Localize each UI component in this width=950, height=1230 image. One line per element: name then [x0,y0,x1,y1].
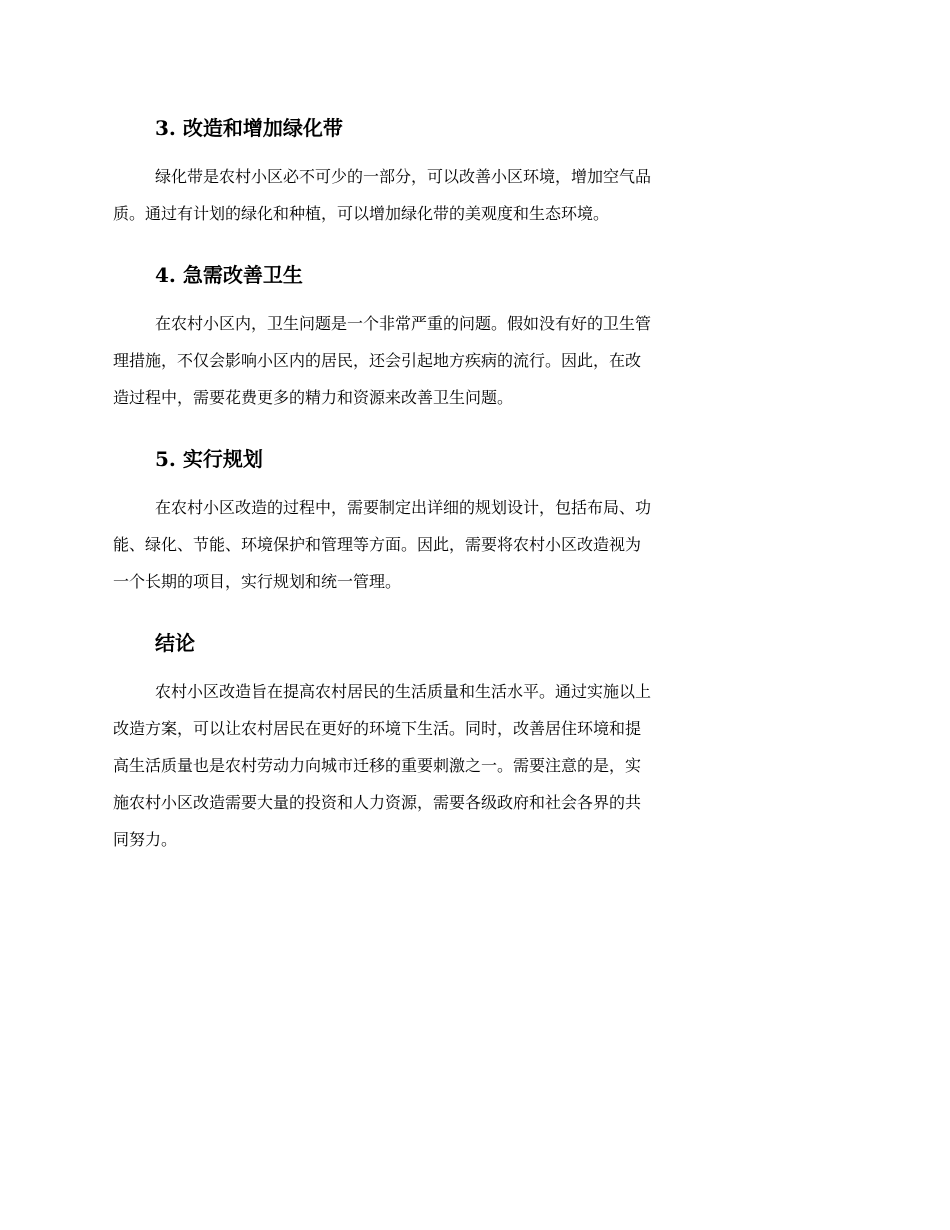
paragraph-line: 在农村小区内，卫生问题是一个非常严重的问题。假如没有好的卫生管 [155,314,652,333]
paragraph-line: 同努力。 [113,830,178,849]
section-paragraph [113,311,830,422]
section-greenbelt [113,108,830,255]
section-heading: 4. 急需改善卫生 [155,263,303,287]
section-paragraph [113,164,830,238]
document-page [113,108,830,864]
section-paragraph [113,495,830,606]
section-paragraph [113,679,830,864]
paragraph-line: 农村小区改造旨在提高农村居民的生活质量和生活水平。通过实施以上 [155,682,652,701]
paragraph-line: 改造方案，可以让农村居民在更好的环境下生活。同时，改善居住环境和提 [113,719,642,738]
section-sanitation [113,255,830,439]
section-conclusion [113,623,830,864]
paragraph-line: 质。通过有计划的绿化和种植，可以增加绿化带的美观度和生态环境。 [113,204,610,223]
section-planning [113,439,830,623]
paragraph-line: 一个长期的项目，实行规划和统一管理。 [113,572,402,591]
paragraph-line: 施农村小区改造需要大量的投资和人力资源，需要各级政府和社会各界的共 [113,793,642,812]
section-heading: 结论 [155,631,195,655]
paragraph-line: 在农村小区改造的过程中，需要制定出详细的规划设计，包括布局、功 [155,498,652,517]
section-heading: 5. 实行规划 [155,447,263,471]
section-heading: 3. 改造和增加绿化带 [155,116,343,140]
paragraph-line: 理措施，不仅会影响小区内的居民，还会引起地方疾病的流行。因此，在改 [113,351,642,370]
paragraph-line: 绿化带是农村小区必不可少的一部分，可以改善小区环境，增加空气品 [155,167,652,186]
paragraph-line: 高生活质量也是农村劳动力向城市迁移的重要刺激之一。需要注意的是，实 [113,756,642,775]
paragraph-line: 造过程中，需要花费更多的精力和资源来改善卫生问题。 [113,388,514,407]
paragraph-line: 能、绿化、节能、环境保护和管理等方面。因此，需要将农村小区改造视为 [113,535,642,554]
